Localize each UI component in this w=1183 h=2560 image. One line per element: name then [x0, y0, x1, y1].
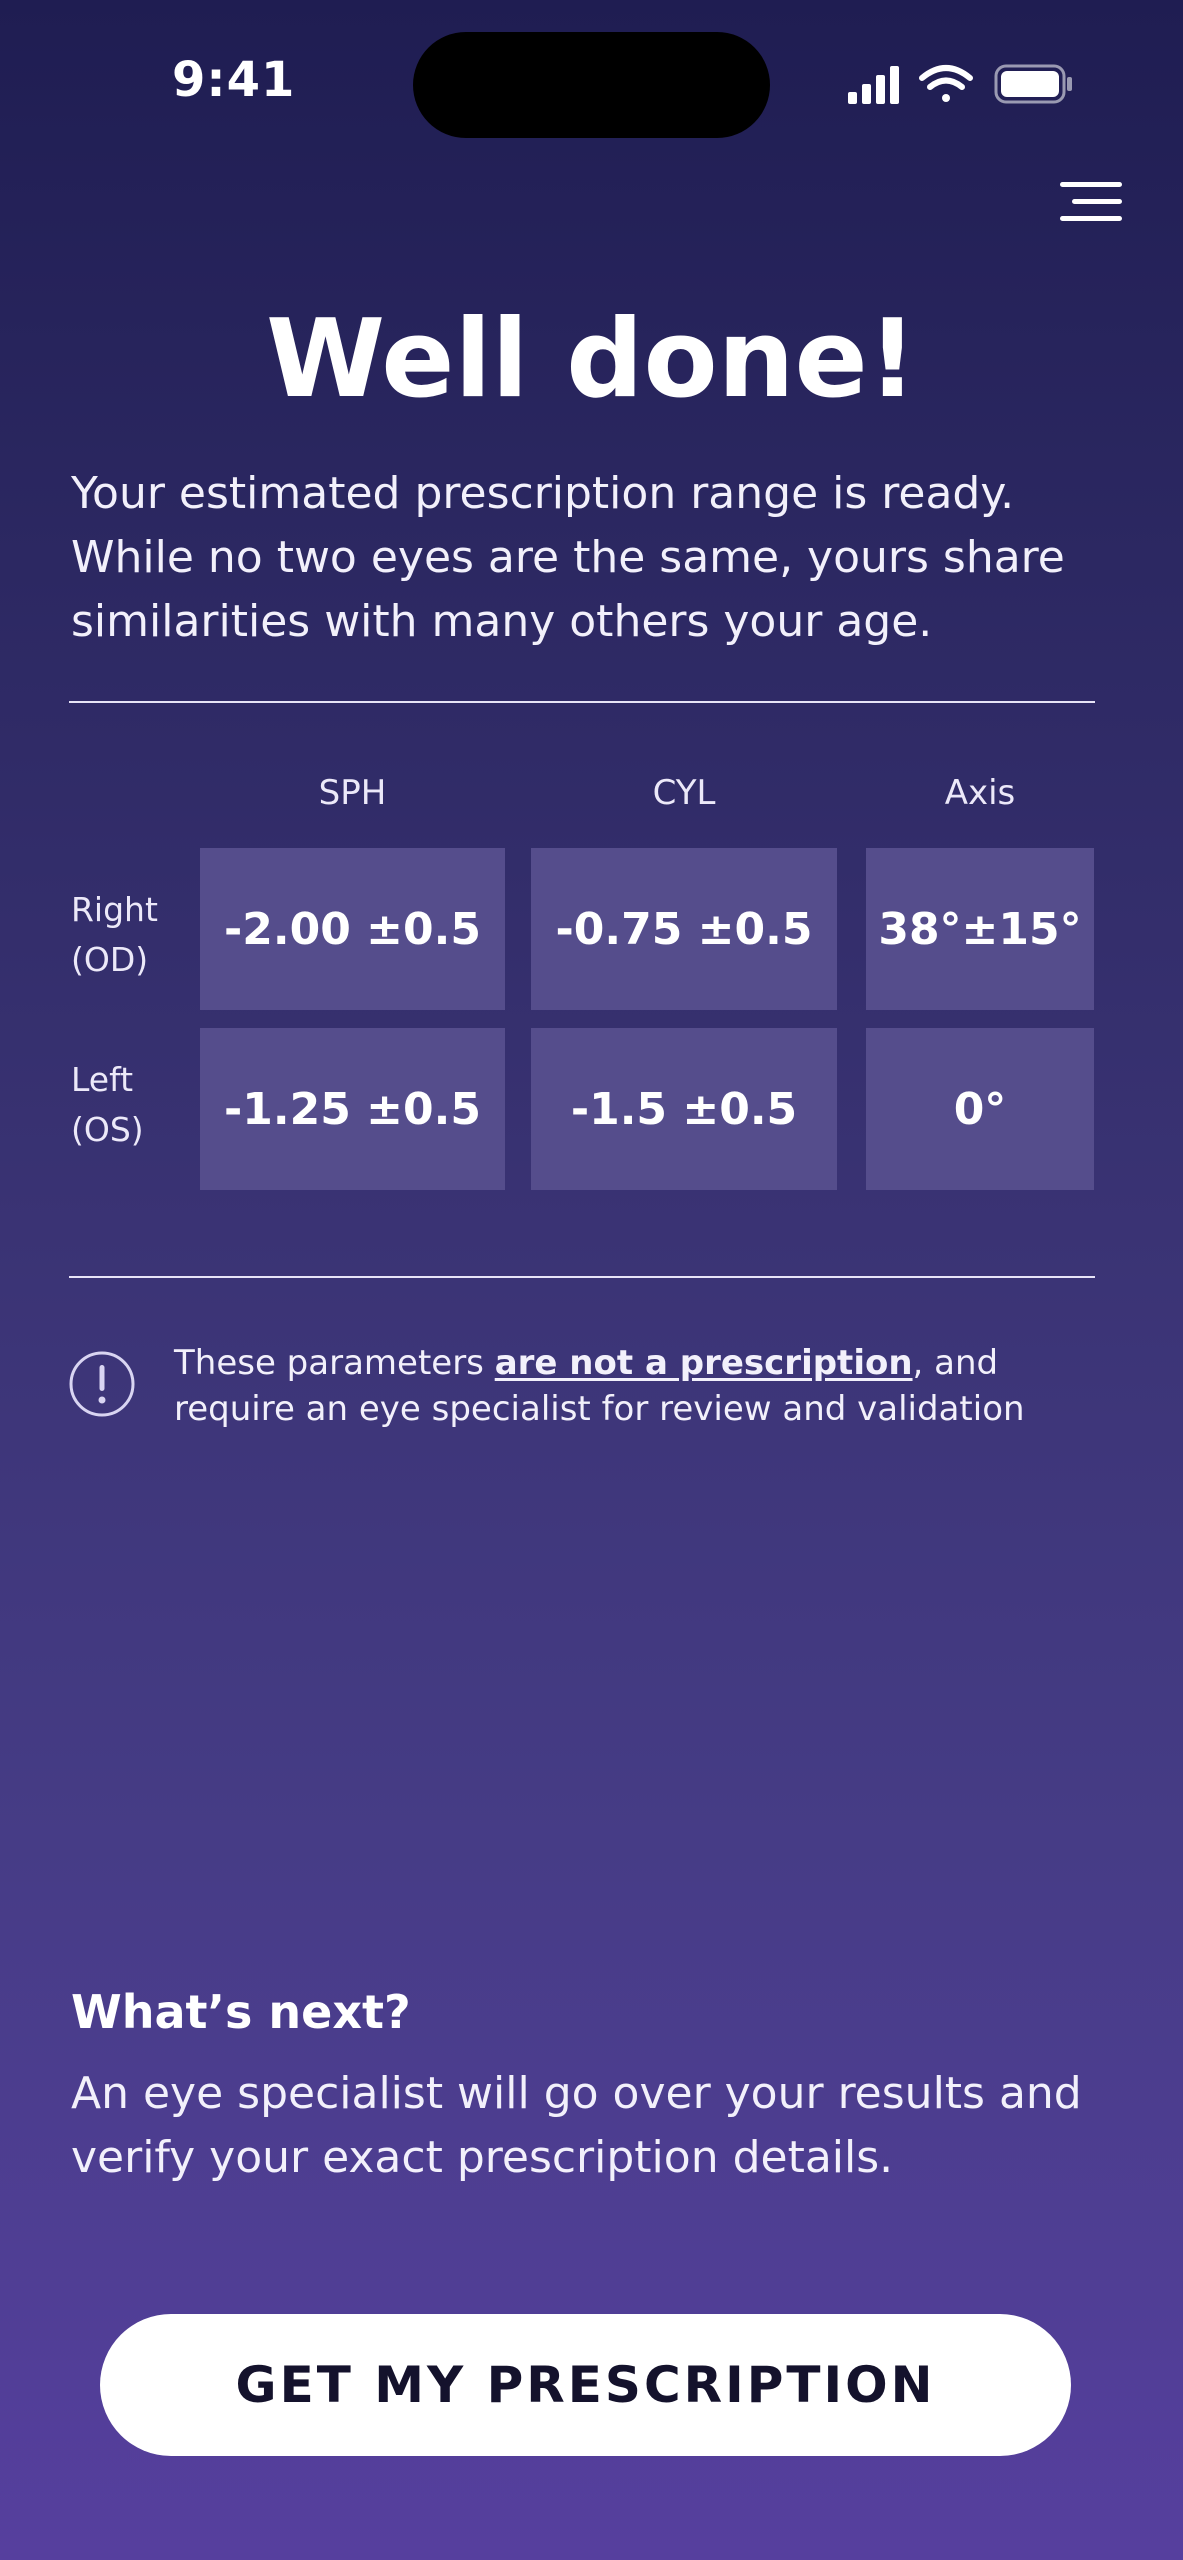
cell-right-cyl: -0.75 ±0.5	[531, 848, 837, 1010]
status-time: 9:41	[172, 52, 296, 108]
top-divider	[69, 701, 1095, 703]
whats-next-title: What’s next?	[71, 1985, 411, 2039]
info-exclamation-icon	[68, 1350, 136, 1418]
column-header-axis: Axis	[944, 773, 1016, 813]
bottom-divider	[69, 1276, 1095, 1278]
battery-icon	[996, 66, 1072, 102]
row-label-left-code: (OS)	[71, 1110, 144, 1149]
whats-next-body: An eye specialist will go over your results and verify your exact prescription details.	[71, 2068, 1082, 2183]
hamburger-menu-icon	[1050, 170, 1134, 236]
intro-text: Your estimated prescription range is ready. While no two eyes are the same, yours share similarities with many others your age.	[71, 468, 1065, 647]
get-my-prescription-button[interactable]: GET MY PRESCRIPTION	[100, 2314, 1071, 2456]
wifi-icon	[922, 68, 970, 102]
dynamic-island	[413, 32, 770, 138]
cell-left-cyl: -1.5 ±0.5	[531, 1028, 837, 1190]
cellular-signal-icon	[848, 66, 899, 104]
disclaimer-suffix: , and require an eye specialist for review and validation	[174, 1343, 1025, 1429]
disclaimer-prefix: These parameters	[174, 1343, 495, 1383]
row-label-left-eye: Left	[71, 1060, 134, 1099]
cell-right-axis: 38°±15°	[866, 848, 1094, 1010]
column-header-cyl: CYL	[652, 773, 716, 813]
menu-button[interactable]	[1050, 170, 1134, 236]
page-title: Well done!	[265, 297, 918, 422]
cell-right-sph: -2.00 ±0.5	[200, 848, 505, 1010]
status-icons	[846, 62, 1076, 106]
column-header-sph: SPH	[318, 773, 387, 813]
row-label-right-eye: Right	[71, 890, 158, 929]
row-label-right	[71, 885, 158, 985]
row-label-right-code: (OD)	[71, 940, 149, 979]
cell-left-sph: -1.25 ±0.5	[200, 1028, 505, 1190]
disclaimer-text	[174, 1340, 1104, 1432]
disclaimer-emphasis: are not a prescription	[494, 1343, 913, 1383]
row-label-left	[71, 1055, 144, 1155]
cell-left-axis: 0°	[866, 1028, 1094, 1190]
